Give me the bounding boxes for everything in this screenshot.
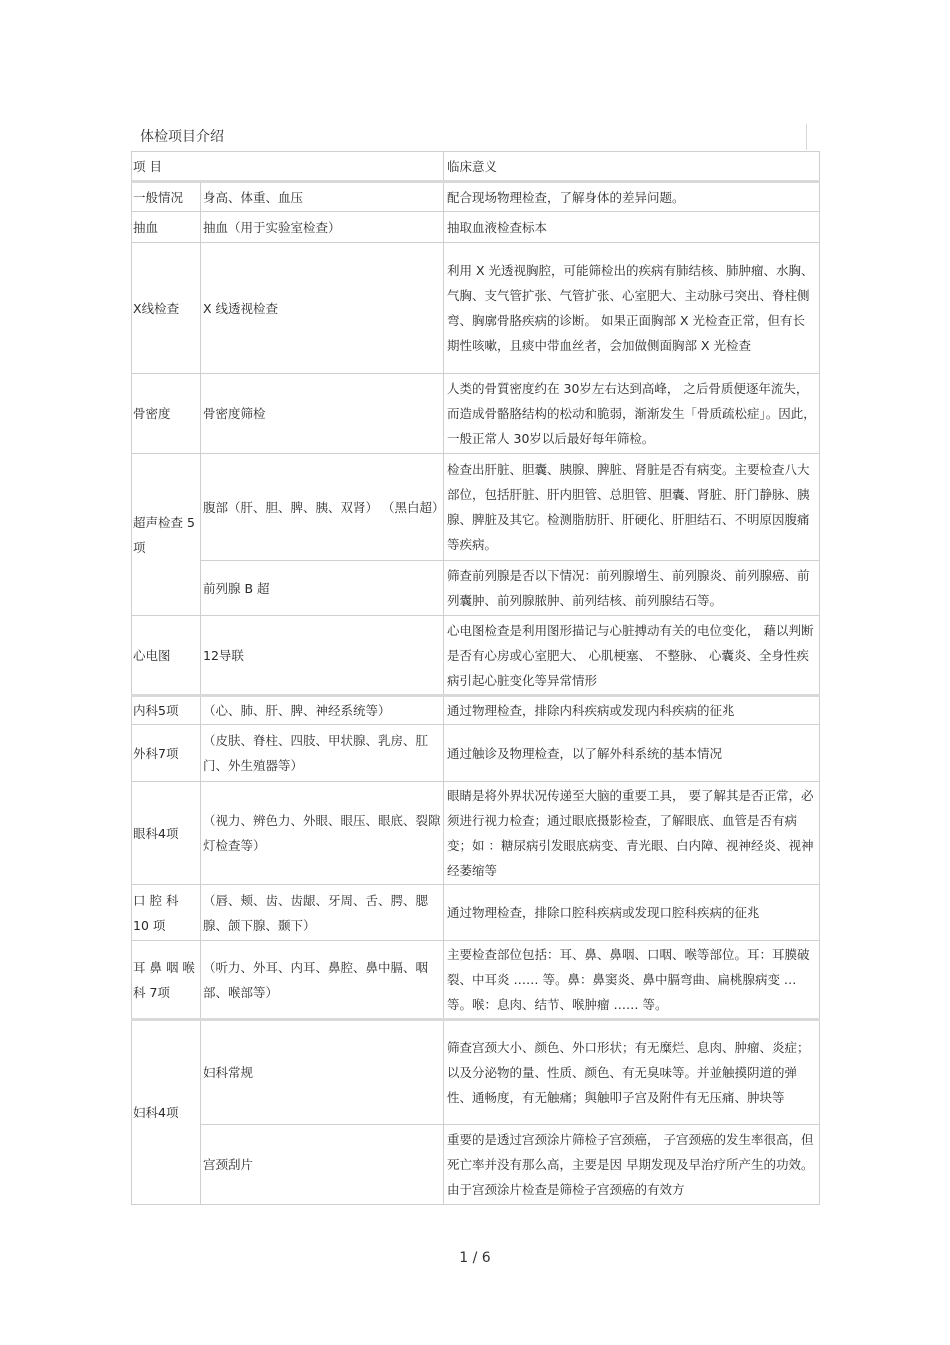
- row-item: 腹部（肝、胆、脾、胰、双肾） （黑白超）: [201, 454, 444, 561]
- row-category: 超声检查 5项: [132, 454, 201, 616]
- row-category: 外科7项: [132, 725, 201, 782]
- row-category: 抽血: [132, 212, 201, 243]
- row-item: 骨密度筛检: [201, 374, 444, 454]
- row-item: 抽血（用于实验室检查）: [201, 212, 444, 243]
- table-row: [132, 243, 820, 374]
- row-category: 耳 鼻 咽 喉科 7项: [132, 941, 201, 1020]
- row-meaning: 重要的是透过宫颈涂片筛检子宫颈癌， 子宫颈癌的发生率很高，但死亡率并没有那么高，主要是因 早期发现及早治疗所产生的功效。 由于宫颈涂片检查是筛检子宫颈癌的有效方: [444, 1125, 820, 1205]
- row-meaning: 筛查前列腺是否以下情况：前列腺增生、前列腺炎、前列腺癌、前列囊肿、前列腺脓肿、前列结核、前列腺结石等。: [444, 561, 820, 616]
- row-category: 骨密度: [132, 374, 201, 454]
- row-category: 心电图: [132, 616, 201, 696]
- row-meaning: 利用 X 光透视胸腔，可能筛检出的疾病有肺结核、肺肿瘤、水胸、气胸、支气管扩张、气管扩张、心室肥大、主动脉弓突出、脊柱侧弯、胸廓骨胳疾病的诊断。 如果正面胸部 X 光检查正常，但有长期性咳嗽，且痰中带血丝者，会加做侧面胸部 X 光检查: [444, 243, 820, 374]
- row-meaning: 通过触诊及物理检查，以了解外科系统的基本情况: [444, 725, 820, 782]
- row-item: 12导联: [201, 616, 444, 696]
- page-title: 体检项目介绍: [140, 129, 224, 145]
- row-item: （心、肺、肝、脾、神经系统等）: [201, 696, 444, 725]
- row-item: 妇科常规: [201, 1020, 444, 1125]
- page-number: 1 / 6: [459, 1250, 491, 1266]
- row-meaning: 抽取血液检查标本: [444, 212, 820, 243]
- table-row: [132, 374, 820, 454]
- header-item: 项 目: [132, 152, 444, 182]
- row-meaning: 通过物理检查，排除内科疾病或发现内科疾病的征兆: [444, 696, 820, 725]
- row-meaning: 筛查宫颈大小、颜色、外口形状；有无糜烂、息肉、肿瘤、炎症；以及分泌物的量、性质、颜色、有无臭味等。并並触摸阴道的弹性、通畅度，有无触痛；與触叩子宫及附件有无压痛、肿块等: [444, 1020, 820, 1125]
- table-header-row: [132, 152, 820, 182]
- table-row: [132, 782, 820, 885]
- row-meaning: 人类的骨質密度约在 30岁左右达到高峰， 之后骨质便逐年流失，而造成骨骼胳结构的松动和脆弱，渐渐发生「骨质疏松症」。因此，一般正常人 30岁以后最好每年筛检。: [444, 374, 820, 454]
- row-meaning: 主要检查部位包括：耳、鼻、鼻咽、口咽、喉等部位。耳：耳膜破裂、中耳炎 …… 等。鼻：鼻窦炎、鼻中膈弯曲、扁桃腺病变 … 等。喉：息肉、结节、喉肿瘤 …… 等。: [444, 941, 820, 1020]
- row-meaning: 眼睛是将外界状况传递至大脑的重要工具， 要了解其是否正常，必须进行视力检查；通过眼底摄影检查，了解眼底、血管是否有病变；如 ：糖尿病引发眼底病变、青光眼、白内障、视神经炎、视神经萎缩等: [444, 782, 820, 885]
- title-divider: [806, 124, 807, 150]
- row-meaning: 通过物理检查，排除口腔科疾病或发现口腔科疾病的征兆: [444, 885, 820, 941]
- row-item: （视力、辨色力、外眼、眼压、眼底、裂隙灯检查等）: [201, 782, 444, 885]
- row-category: 口 腔 科 10 项: [132, 885, 201, 941]
- row-meaning: 心电图检查是利用图形描记与心脏搏动有关的电位变化， 藉以判断是否有心房或心室肥大、 心肌梗塞、 不整脉、 心囊炎、全身性疾病引起心脏变化等异常情形: [444, 616, 820, 696]
- row-category: 一般情况: [132, 182, 201, 212]
- table-row: [132, 454, 820, 561]
- table-row: [132, 696, 820, 725]
- row-item: （唇、颊、齿、齿龈、牙周、舌、腭、腮腺、颌下腺、颞下）: [201, 885, 444, 941]
- table-row: [132, 182, 820, 212]
- table-row: [132, 885, 820, 941]
- row-item: 前列腺 B 超: [201, 561, 444, 616]
- table-row: [132, 212, 820, 243]
- header-meaning: 临床意义: [444, 152, 820, 182]
- table-row: [132, 1125, 820, 1205]
- row-item: （皮肤、脊柱、四肢、甲状腺、乳房、肛门、外生殖器等）: [201, 725, 444, 782]
- table-row: [132, 725, 820, 782]
- row-category: 眼科4项: [132, 782, 201, 885]
- table-row: [132, 941, 820, 1020]
- row-item: 身高、体重、血压: [201, 182, 444, 212]
- row-category: 妇科4项: [132, 1020, 201, 1205]
- exam-items-table: [131, 151, 820, 1205]
- table-row: [132, 561, 820, 616]
- table-row: [132, 1020, 820, 1125]
- row-meaning: 检查出肝脏、胆囊、胰腺、脾脏、肾脏是否有病变。主要检查八大部位，包括肝脏、肝内胆管、总胆管、胆囊、肾脏、肝门静脉、胰腺、脾脏及其它。检测脂肪肝、肝硬化、肝胆结石、不明原因腹痛等疾病。: [444, 454, 820, 561]
- row-item: （听力、外耳、内耳、鼻腔、鼻中膈、咽部、喉部等）: [201, 941, 444, 1020]
- table-row: [132, 616, 820, 696]
- row-category: X线检查: [132, 243, 201, 374]
- row-item: 宫颈刮片: [201, 1125, 444, 1205]
- row-item: X 线透视检查: [201, 243, 444, 374]
- row-category: 内科5项: [132, 696, 201, 725]
- row-meaning: 配合现场物理检查，了解身体的差异问题。: [444, 182, 820, 212]
